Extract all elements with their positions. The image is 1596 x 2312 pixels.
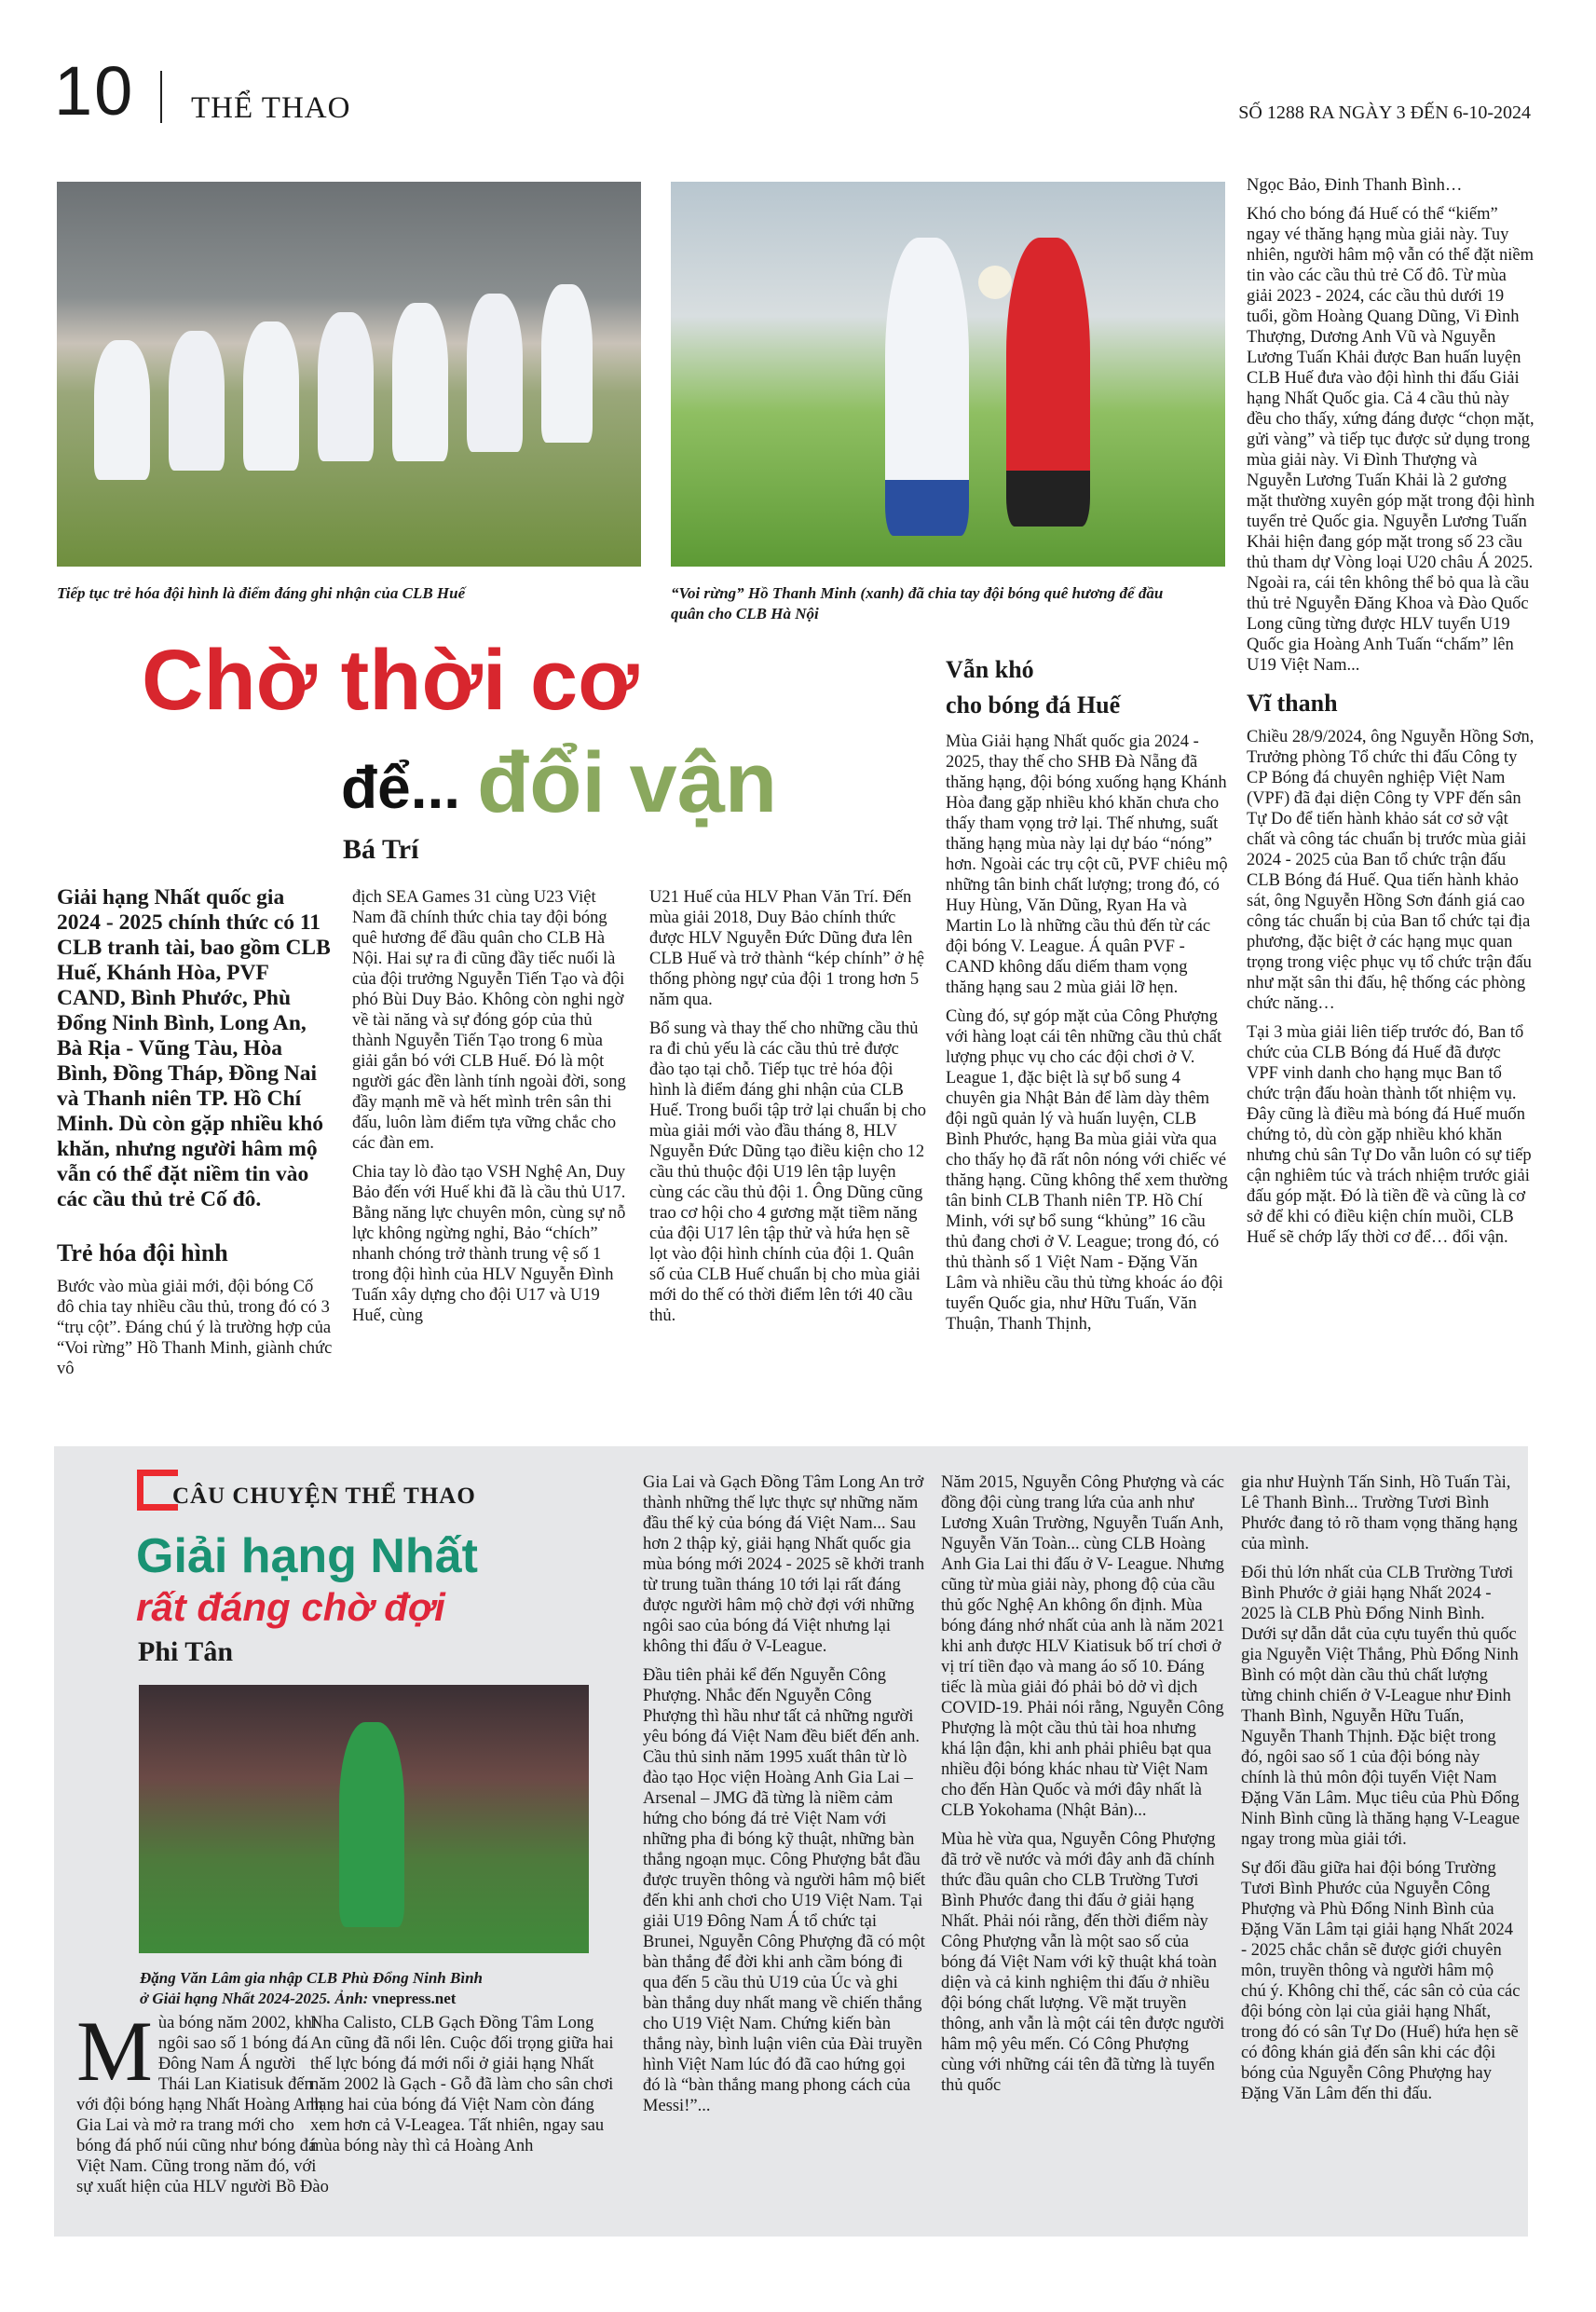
photo-caption: Tiếp tục trẻ hóa đội hình là điểm đáng ghi nhận của CLB Huế <box>57 584 466 602</box>
subheading: Vẫn khó <box>946 656 1034 683</box>
subheading: Vĩ thanh <box>1247 690 1338 717</box>
section-title: THỂ THAO <box>191 91 351 125</box>
article-column-2 <box>352 887 628 1334</box>
paragraph: Cùng đó, sự góp mặt của Công Phượng với hàng loạt cái tên những cầu thủ chất lượng phục vụ cho các đội chơi ở V. League 1, đặc biệt là sự bổ sung 4 chuyên gia Nhật Bản để làm dày thêm đội ngũ quản lý và huấn luyện, CLB Bình Phước, hạng Ba mùa giải vừa qua cho thấy họ đã rất nôn nóng với chiếc vé thăng hạng. Cũng không thể xem thường tân binh CLB Thanh niên TP. Hồ Chí Minh, với sự bổ sung “khủng” 16 cầu thủ đang chơi ở V. League; trong đó, có thủ thành số 1 Việt Nam - Đặng Văn Lâm và nhiều cầu thủ từng khoác áo đội tuyển Quốc gia, như Hữu Tuấn, Văn Thuận, Thanh Thịnh, <box>946 1007 1228 1334</box>
page-number: 10 <box>54 52 135 130</box>
paragraph: Bổ sung và thay thế cho những cầu thủ ra đi chủ yếu là các cầu thủ trẻ được đào tạo tại chỗ. Tiếp tục trẻ hóa đội hình là điểm đáng ghi nhận của CLB Huế. Trong buổi tập trở lại chuẩn bị cho mùa giải mới vào đầu tháng 8, HLV Nguyễn Đức Dũng tạo điều kiện cho 12 cầu thủ thuộc đội U19 lên tập luyện cùng các cầu thủ đội 1. Ông Dũng cũng trao cơ hội cho 4 gương mặt tiềm năng của đội U17 lên tập thử và hứa hẹn sẽ lọt vào đội hình chính của đội 1. Quân số của CLB Huế chuẩn bị cho mùa giải mới do thế có thời điểm lên tới 40 cầu thủ. <box>649 1019 927 1325</box>
paragraph: gia như Huỳnh Tấn Sinh, Hồ Tuấn Tài, Lê Thanh Bình... Trường Tươi Bình Phước đang tỏ rõ tham vọng thăng hạng của mình. <box>1241 1473 1518 1553</box>
story-column-b <box>643 1472 927 2125</box>
story-column-c <box>941 1472 1225 2104</box>
paragraph: địch SEA Games 31 cùng U23 Việt Nam đã chính thức chia tay đội bóng quê hương để đầu quân cho CLB Hà Nội. Hai sự ra đi cũng đầy tiếc nuối là của đội trưởng Nguyễn Tiến Tạo và đội phó Bùi Duy Bảo. Không còn nghi ngờ về tài năng và sự đóng góp của thủ thành Nguyễn Tiến Tạo trong 6 mùa giải gắn bó với CLB Huế. Đó là một người gác đền lành tính ngoài đời, song đầy mạnh mẽ và hết mình trên sân thi đấu, luôn làm điểm tựa vững chắc cho các đàn em. <box>352 888 626 1153</box>
photo-goalkeeper <box>139 1685 589 1953</box>
article-column-5 <box>1247 175 1535 1256</box>
headline-line2-prefix: để... <box>341 754 461 821</box>
story-kicker: CÂU CHUYỆN THỂ THAO <box>172 1484 476 1509</box>
paragraph: Đối thủ lớn nhất của CLB Trường Tươi Bình Phước ở giải hạng Nhất 2024 - 2025 là CLB Phù Đổng Ninh Bình. Dưới sự dẫn dắt của cựu tuyển thủ quốc gia Nguyễn Việt Thắng, Phù Đổng Ninh Bình có một dàn cầu thủ chất lượng từng chinh chiến ở V-League như Đinh Thanh Bình, Nguyễn Hữu Tuấn, Nguyễn Thanh Thịnh. Đặc biệt trong đó, ngôi sao số 1 của đội bóng này chính là thủ môn đội tuyển Việt Nam Đặng Văn Lâm. Mục tiêu của Phù Đổng Ninh Bình cũng là thăng hạng V-League ngay trong mùa giải tới. <box>1241 1564 1521 1849</box>
photo-caption <box>140 1968 606 2009</box>
paragraph: Bước vào mùa giải mới, đội bóng Cố đô chia tay nhiều cầu thủ, trong đó có 3 “trụ cột”. Đáng chú ý là trường hợp của “Voi rừng” Hồ Thanh Minh, giành chức vô <box>57 1278 333 1378</box>
paragraph: Chiều 28/9/2024, ông Nguyễn Hồng Sơn, Trưởng phòng Tổ chức thi đấu Công ty CP Bóng đá chuyên nghiệp Việt Nam (VPF) đã đại diện Công ty VPF đến sân Tự Do để tiến hành khảo sát cơ sở vật chất và công tác chuẩn bị trước mùa giải 2024 - 2025 của Ban tổ chức trận đấu CLB Bóng đá Huế. Qua tiến hành khảo sát, ông Nguyễn Hồng Sơn đánh giá cao công tác chuẩn bị của Ban tổ chức tại địa phương, đặc biệt ở các hạng mục quan trọng trong việc phục vụ tổ chức trận đấu như mặt sân thi đấu, hệ thống các phòng chức năng… <box>1247 728 1535 1013</box>
photo-match-action <box>671 182 1225 567</box>
headline-line2-accent: đổi vận <box>477 735 778 830</box>
paragraph: Năm 2015, Nguyễn Công Phượng và các đồng đội cùng trang lứa của anh như Lương Xuân Trường, Nguyễn Tuấn Anh, Nguyễn Văn Toàn... cùng CLB Hoàng Anh Gia Lai thi đấu ở V- League. Nhưng cũng từ mùa giải này, phong độ của cầu thủ gốc Nghệ An không ổn định. Mùa bóng đáng nhớ nhất của anh là năm 2021 khi anh được HLV Kiatisuk bố trí chơi ở vị trí tiền đạo và mang áo số 10. Đáng tiếc là mùa giải đó phải bỏ dở vì dịch COVID-19. Phải nói rằng, Nguyễn Công Phượng là một cầu thủ tài hoa nhưng khá lận đận, khi anh phải phiêu bạt qua nhiều đội bóng khác nhau từ Việt Nam cho đến Hàn Quốc và mới đây nhất là CLB Yokohama (Nhật Bản)... <box>941 1473 1225 1820</box>
paragraph: Đầu tiên phải kể đến Nguyễn Công Phượng. Nhắc đến Nguyễn Công Phượng thì hầu như tất cả những người yêu bóng đá Việt Nam đều biết đến anh. Cầu thủ sinh năm 1995 xuất thân từ lò đào tạo Học viện Hoàng Anh Gia Lai – Arsenal – JMG đã từng là niềm cảm hứng cho bóng đá trẻ Việt Nam với những pha đi bóng kỹ thuật, những bàn thắng ngoạn mục. Công Phượng bắt đầu được truyền thông và người hâm mộ biết đến khi anh chơi cho U19 Việt Nam. Tại giải U19 Đông Nam Á tổ chức tại Brunei, Nguyễn Công Phượng đã có một bàn thắng để đời khi anh cầm bóng đi qua đến 5 cầu thủ U19 của Úc và ghi bàn thắng duy nhất mang về chiến thắng cho U19 Việt Nam. Chứng kiến bàn thắng này, bình luận viên của Đài truyền hình Việt Nam lúc đó đã cao hứng gọi đó là “bàn thắng mang phong cách của Messi!”... <box>643 1666 926 2115</box>
issue-date: SỐ 1288 RA NGÀY 3 ĐẾN 6-10-2024 <box>1238 103 1531 123</box>
paragraph: U21 Huế của HLV Phan Văn Trí. Đến mùa giải 2018, Duy Bảo chính thức được HLV Nguyễn Đức Dũng đưa lên CLB Huế và trở thành “kép chính” ở hệ thống phòng ngự của đội 1 trong hơn 5 năm qua. <box>649 888 924 1009</box>
paragraph: Nha Calisto, CLB Gạch Đồng Tâm Long An cũng đã nổi lên. Cuộc đối trọng giữa hai thế lực bóng đá mới nổi ở giải hạng Nhất năm 2002 là Gạch - Gỗ đã làm cho sân chơi hạng hai của bóng đá Việt Nam còn đáng xem hơn cả V-Leagea. Tất nhiên, ngay sau mùa bóng này thì cả Hoàng Anh <box>310 2014 614 2155</box>
paragraph: Sự đối đầu giữa hai đội bóng Trường Tươi Bình Phước của Nguyễn Công Phượng và Phù Đổng Ninh Bình của Đặng Văn Lâm tại giải hạng Nhất 2024 - 2025 chắc chắn sẽ được giới chuyên môn, truyền thông và người hâm mộ chú ý. Không chỉ thế, các sân cỏ của các đội bóng còn lại của giải hạng Nhất, trong đó có sân Tự Do (Huế) hứa hẹn sẽ có đông khán giả đến sân khi các đội bóng của Nguyễn Công Phượng hay Đặng Văn Lâm đến thi đấu. <box>1241 1859 1521 2103</box>
article-lead: Giải hạng Nhất quốc gia 2024 - 2025 chính thức có 11 CLB tranh tài, bao gồm CLB Huế, Khánh Hòa, PVF CAND, Bình Phước, Phù Đổng Ninh Bình, Long An, Bà Rịa - Vũng Tàu, Hòa Bình, Đồng Tháp, Đồng Nai và Thanh niên TP. Hồ Chí Minh. Dù còn gặp nhiều khó khăn, nhưng người hâm mộ vẫn có thể đặt niềm tin vào các cầu thủ trẻ Cố đô. <box>57 885 331 1211</box>
paragraph: Gia Lai và Gạch Đồng Tâm Long An trở thành những thế lực thực sự những năm đầu thế kỷ của bóng đá Việt Nam... Sau hơn 2 thập kỷ, giải hạng Nhất quốc gia mùa bóng mới 2024 - 2025 sẽ khởi tranh từ trung tuần tháng 10 tới lại rất đáng được người hâm mộ chờ đợi với những ngôi sao của bóng đá Việt nhưng lại không thi đấu ở V-League. <box>643 1473 925 1656</box>
caption-text: ở Giải hạng Nhất 2024-2025. Ảnh: <box>140 1990 369 2007</box>
story-subtitle: rất đáng chờ đợi <box>136 1585 445 1629</box>
paragraph: Mùa Giải hạng Nhất quốc gia 2024 - 2025, thay thế cho SHB Đà Nẵng đã thăng hạng, đội bóng xuống hạng Khánh Hòa đang gặp nhiều khó khăn chưa cho thấy tham vọng trở lại. Thế nhưng, suất thăng hạng mùa này lại dự báo “nóng” hơn. Ngoài các trụ cột cũ, PVF chiêu mộ những tân binh chất lượng; trong đó, có Huy Hùng, Văn Dũng, Ryan Ha và Martin Lo là những cầu thủ đến từ các đội bóng V. League. Á quân PVF - CAND không dấu diếm tham vọng thăng hạng sau 2 mùa giải lỡ hẹn. <box>946 732 1228 997</box>
story-column-a2 <box>310 2013 618 2165</box>
story-column-d <box>1241 1472 1521 2113</box>
photo-caption: “Voi rừng” Hồ Thanh Minh (xanh) đã chia tay đội bóng quê hương để đầu quân cho CLB Hà Nội <box>671 584 1164 622</box>
headline-line1: Chờ thời cơ <box>142 633 639 728</box>
dropcap: M <box>76 2004 153 2099</box>
story-column-a <box>76 2004 330 2206</box>
paragraph: Ngọc Bảo, Đinh Thanh Bình… <box>1247 176 1463 195</box>
paragraph: ùa bóng năm 2002, khi ngôi sao số 1 bóng đá Đông Nam Á người Thái Lan Kiatisuk đến với đội bóng hạng Nhất Hoàng Anh Gia Lai và mở ra trang mới cho bóng đá phố núi cũng như bóng đá Việt Nam. Cũng trong năm đó, với sự xuất hiện của HLV người Bồ Đào <box>76 2014 329 2196</box>
subheading: cho bóng đá Huế <box>946 691 1121 718</box>
caption-line <box>140 1989 606 2009</box>
photo-team-training <box>57 182 641 567</box>
header-divider <box>160 71 162 123</box>
story-author: Phi Tân <box>138 1636 233 1667</box>
paragraph: Mùa hè vừa qua, Nguyễn Công Phượng đã trở về nước và mới đây anh đã chính thức đầu quân cho CLB Trường Tươi Bình Phước đang thi đấu ở giải hạng Nhất. Phải nói rằng, đến thời điểm này Công Phượng vẫn là một sao số của bóng đá Việt Nam với kỹ thuật khá toàn diện và cả kinh nghiệm thi đấu ở nhiều đội bóng chất lượng. Về mặt truyền thông, anh vẫn là một cái tên được người hâm mộ yêu mến. Có Công Phượng cùng với những cái tên đã từng là tuyển thủ quốc <box>941 1830 1225 2095</box>
paragraph: Khó cho bóng đá Huế có thể “kiếm” ngay vé thăng hạng mùa giải này. Tuy nhiên, người hâm mộ vẫn có thể đặt niềm tin vào các cầu thủ trẻ Cố đô. Từ mùa giải 2023 - 2024, các cầu thủ dưới 19 tuổi, gồm Hoàng Quang Dũng, Vi Đình Thượng, Dương Anh Vũ và Nguyễn Lương Tuấn Khải được Ban huấn luyện CLB Huế đưa vào đội hình thi đấu Giải hạng Nhất Quốc gia. Cả 4 cầu thủ này đều cho thấy, xứng đáng được “chọn mặt, gửi vàng” và tiếp tục được sử dụng trong mùa giải này. Vi Đình Thượng và Nguyễn Lương Tuấn Khải là 2 gương mặt thường xuyên góp mặt trong đội hình tuyển trẻ Quốc gia. Nguyễn Lương Tuấn Khải hiện đang góp mặt trong số 23 cầu thủ tham dự Vòng loại U20 châu Á 2025. Ngoài ra, cái tên không thể bỏ qua là cầu thủ trẻ Nguyễn Đăng Khoa và Đào Quốc Long cũng từng được HLV tuyển U19 Quốc gia Hoàng Anh Tuấn “chấm” lên U19 Việt Nam... <box>1247 205 1535 675</box>
caption-line: Đặng Văn Lâm gia nhập CLB Phù Đổng Ninh Bình <box>140 1969 483 1987</box>
article-column-4 <box>946 652 1230 1343</box>
photo-credit: vnepress.net <box>372 1990 457 2007</box>
paragraph: Tại 3 mùa giải liên tiếp trước đó, Ban tổ chức của CLB Bóng đá Huế đã được VPF vinh danh cho hạng mục Ban tổ chức trận đấu hoàn thành tốt nhiệm vụ. Đây cũng là điều mà bóng đá Huế muốn chứng tỏ, dù còn gặp nhiều khó khăn nhưng chủ sân Tự Do vẫn luôn có sự tiếp cận nghiêm túc và trách nhiệm trước giải đấu góp mặt. Đó là tiền đề và cũng là cơ sở để khi có điều kiện chín muồi, CLB Huế sẽ chớp lấy thời cơ để… đổi vận. <box>1247 1023 1532 1247</box>
author-byline: Bá Trí <box>343 834 419 865</box>
paragraph: Chia tay lò đào tạo VSH Nghệ An, Duy Bảo đến với Huế khi đã là cầu thủ U17. Bằng năng lực chuyên môn, cùng sự nỗ lực không ngừng nghỉ, Bảo “chích” nhanh chóng trở thành trung vệ số 1 trong đội hình của HLV Nguyễn Đình Tuấn xây dựng cho đội U17 và U19 Huế, cùng <box>352 1163 626 1325</box>
story-title: Giải hạng Nhất <box>136 1529 478 1583</box>
subheading: Trẻ hóa đội hình <box>57 1239 228 1266</box>
article-column-3 <box>649 887 927 1334</box>
article-column-1 <box>57 885 333 1388</box>
